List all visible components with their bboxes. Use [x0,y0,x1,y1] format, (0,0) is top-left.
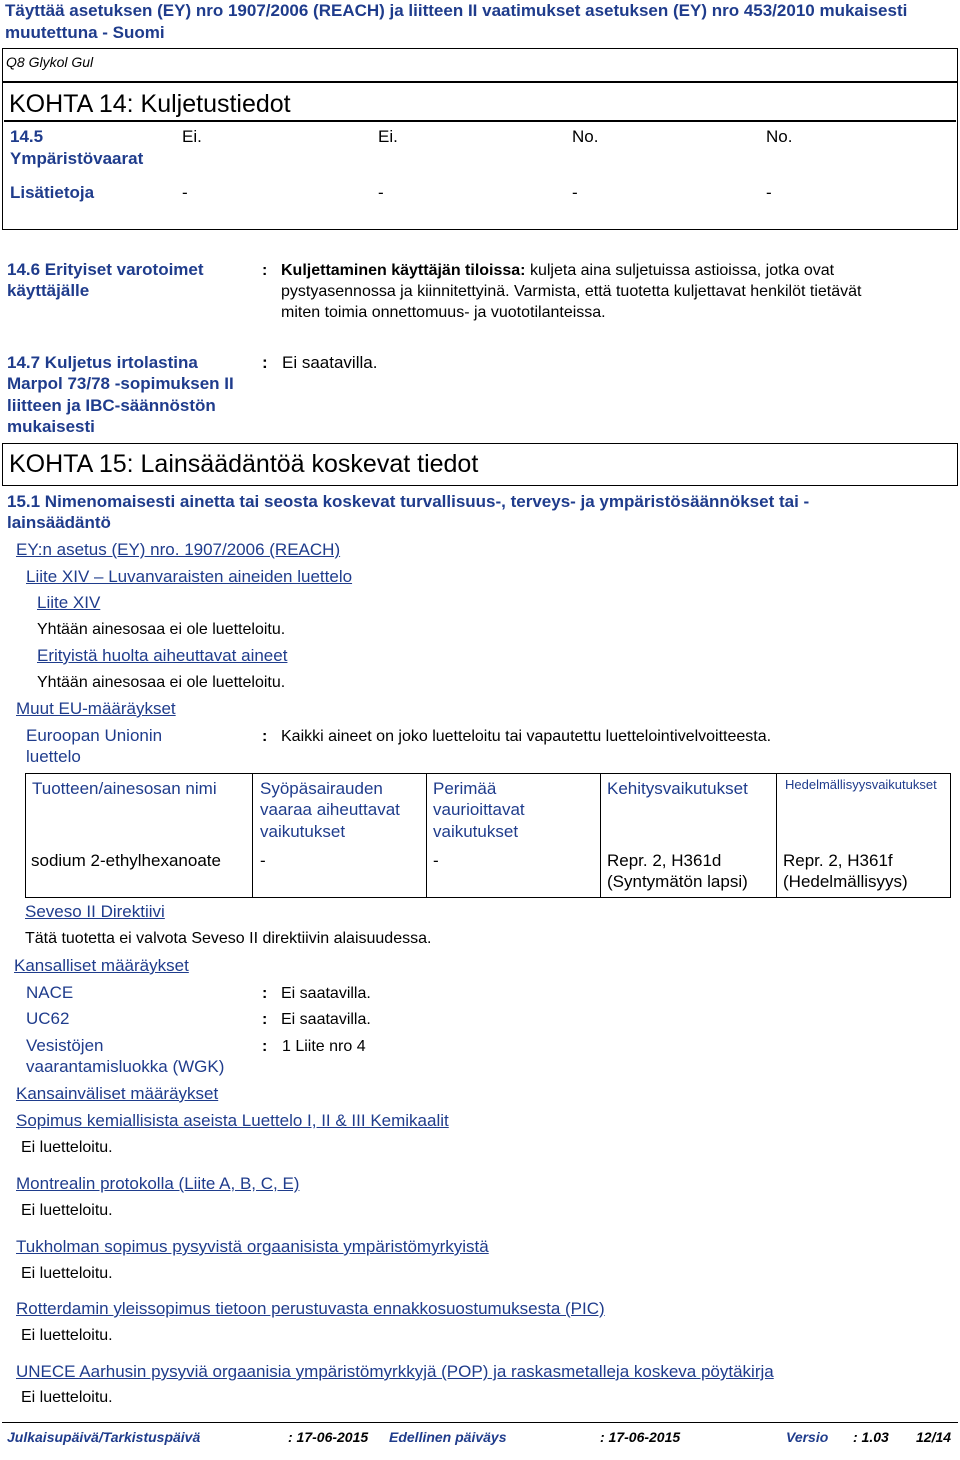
section-15-title: KOHTA 15: Lainsäädäntöä koskevat tiedot [9,450,479,478]
seveso-text: Tätä tuotetta ei valvota Seveso II direktiivin alaisuudessa. [25,930,432,947]
item-14-6-label-line2: käyttäjälle [7,281,90,300]
row-14-5-value: Ei. [182,127,202,146]
item-14-7-label-line: mukaisesti [7,417,95,436]
intl-item-title: Sopimus kemiallisista aseista Luettelo I, II & III Kemikaalit [16,1111,449,1130]
item-14-7-colon: : [262,353,268,372]
seveso-heading: Seveso II Direktiivi [25,902,165,921]
table-cell-fertility: (Hedelmällisyys) [783,872,908,891]
item-14-7-label-line: 14.7 Kuljetus irtolastina [7,353,198,372]
subsection-15-1-line2: lainsäädäntö [7,513,111,532]
eu-list-colon: : [262,728,268,745]
uc62-colon: : [262,1011,268,1028]
footer-rule [2,1422,958,1423]
document-header-title: Täyttää asetuksen (EY) nro 1907/2006 (REACH) ja liitteen II vaatimukset asetuksen (EY) nro 453/2010 mukaisesti muutettuna - Suomi [5,1,908,42]
section-14-separator [4,120,956,122]
annex-xiv-heading: Liite XIV [37,593,101,612]
item-14-7-label-line: liitteen ja IBC-säännöstön [7,396,216,415]
item-14-7-value: Ei saatavilla. [282,353,378,372]
item-14-7-label-line: Marpol 73/78 -sopimuksen II [7,374,234,393]
other-eu-heading: Muut EU-määräykset [16,699,176,718]
footer-prev-value: : 17-06-2015 [600,1429,681,1445]
lisatietoja-value: - [182,183,188,202]
table-cell-mutagenic: - [433,851,439,870]
international-heading: Kansainväliset määräykset [16,1084,219,1103]
intl-item-text: Ei luetteloitu. [21,1202,113,1219]
row-14-5-value: No. [572,127,599,146]
svhc-text: Yhtään ainesosaa ei ole luetteloitu. [37,674,286,691]
intl-item-title: Montrealin protokolla (Liite A, B, C, E) [16,1174,300,1193]
table-column-divider [600,773,601,898]
intl-item-text: Ei luetteloitu. [21,1265,113,1282]
intl-item-text: Ei luetteloitu. [21,1139,113,1156]
item-14-6-bold-lead: Kuljettaminen käyttäjän tiloissa: [281,262,526,279]
eu-list-label-line2: luettelo [26,747,81,766]
intl-item-title: Rotterdamin yleissopimus tietoon perustuvasta ennakkosuostumuksesta (PIC) [16,1299,605,1318]
product-name: Q8 Glykol Gul [6,54,94,70]
table-header-name: Tuotteen/ainesosan nimi [32,779,217,798]
wgk-label-line2: vaarantamisluokka (WGK) [26,1057,225,1076]
footer-pub-label: Julkaisupäivä/Tarkistuspäivä [7,1429,201,1445]
table-bottom-border [25,897,950,898]
uc62-label: UC62 [26,1009,70,1028]
nace-value: Ei saatavilla. [281,985,371,1002]
item-14-6-line3: miten toimia onnettomuus- ja vuototilanteissa. [281,304,606,321]
wgk-colon: : [262,1038,268,1055]
subsection-15-1-line1: 15.1 Nimenomaisesti ainetta tai seosta koskevat turvallisuus-, terveys- ja ympäristösäännökset tai - [7,492,810,511]
item-14-6-label-line1: 14.6 Erityiset varotoimet [7,260,204,279]
intl-item-text: Ei luetteloitu. [21,1327,113,1344]
row-14-5-value: No. [766,127,793,146]
table-header-carcinogenic: Syöpäsairauden [260,779,383,798]
footer-prev-label: Edellinen päiväys [389,1429,507,1445]
table-column-divider [426,773,427,898]
table-header-carcinogenic: vaaraa aiheuttavat [260,800,400,819]
table-column-divider [950,773,951,898]
product-name-box [2,48,958,82]
uc62-value: Ei saatavilla. [281,1011,371,1028]
row-14-5-label-line2: Ympäristövaarat [10,149,144,168]
footer-version-label: Versio [786,1429,829,1445]
eu-list-label-line1: Euroopan Unionin [26,726,163,745]
national-heading: Kansalliset määräykset [14,956,189,975]
table-column-divider [252,773,253,898]
table-header-developmental: Kehitysvaikutukset [607,779,748,798]
footer-pub-value: : 17-06-2015 [288,1429,369,1445]
item-14-6-line2: pystyasennossa ja kiinnitettyinä. Varmista, että tuotetta kuljettavat henkilöt tietävät [281,283,862,300]
lisatietoja-label: Lisätietoja [10,183,95,202]
reach-heading: EY:n asetus (EY) nro. 1907/2006 (REACH) [16,540,341,559]
svhc-heading: Erityistä huolta aiheuttavat aineet [37,646,288,665]
nace-label: NACE [26,983,74,1002]
intl-item-title: Tukholman sopimus pysyvistä orgaanisista ympäristömyrkyistä [16,1237,489,1256]
row-14-5-value: Ei. [378,127,398,146]
table-column-divider [25,773,26,898]
footer-version-value: : 1.03 [853,1429,889,1445]
intl-item-text: Ei luetteloitu. [21,1389,113,1406]
section-14-title: KOHTA 14: Kuljetustiedot [9,90,291,118]
item-14-6-line1-rest: kuljeta aina suljetuissa astioissa, jotka ovat [525,262,835,279]
table-cell-developmental: Repr. 2, H361d [607,851,722,870]
item-14-6-colon: : [262,262,268,279]
table-top-border [25,773,950,774]
table-header-mutagenic: Perimää [433,779,497,798]
wgk-value: 1 Liite nro 4 [282,1038,366,1055]
eu-list-value: Kaikki aineet on joko luetteloitu tai vapautettu luettelointivelvoitteesta. [281,728,772,745]
table-header-mutagenic: vaurioittavat [433,800,525,819]
row-14-5-label-line1: 14.5 [10,127,44,146]
table-header-mutagenic: vaikutukset [433,822,519,841]
table-column-divider [776,773,777,898]
lisatietoja-value: - [378,183,384,202]
intl-item-title: UNECE Aarhusin pysyviä orgaanisia ympäristömyrkkyjä (POP) ja raskasmetalleja koskeva pöytäkirja [16,1362,774,1381]
wgk-label-line1: Vesistöjen [26,1036,104,1055]
table-header-carcinogenic: vaikutukset [260,822,346,841]
table-header-fertility: Hedelmällisyysvaikutukset [785,777,937,792]
table-cell-name: sodium 2-ethylhexanoate [31,851,221,870]
item-14-6-line1 [281,260,834,281]
annex-xiv-text: Yhtään ainesosaa ei ole luetteloitu. [37,621,286,638]
lisatietoja-value: - [572,183,578,202]
footer-page-number: 12/14 [916,1429,952,1445]
nace-colon: : [262,985,268,1002]
annex-xiv-list-heading: Liite XIV – Luvanvaraisten aineiden luettelo [26,567,353,586]
table-cell-carcinogenic: - [260,851,266,870]
lisatietoja-value: - [766,183,772,202]
table-cell-fertility: Repr. 2, H361f [783,851,893,870]
table-cell-developmental: (Syntymätön lapsi) [607,872,748,891]
